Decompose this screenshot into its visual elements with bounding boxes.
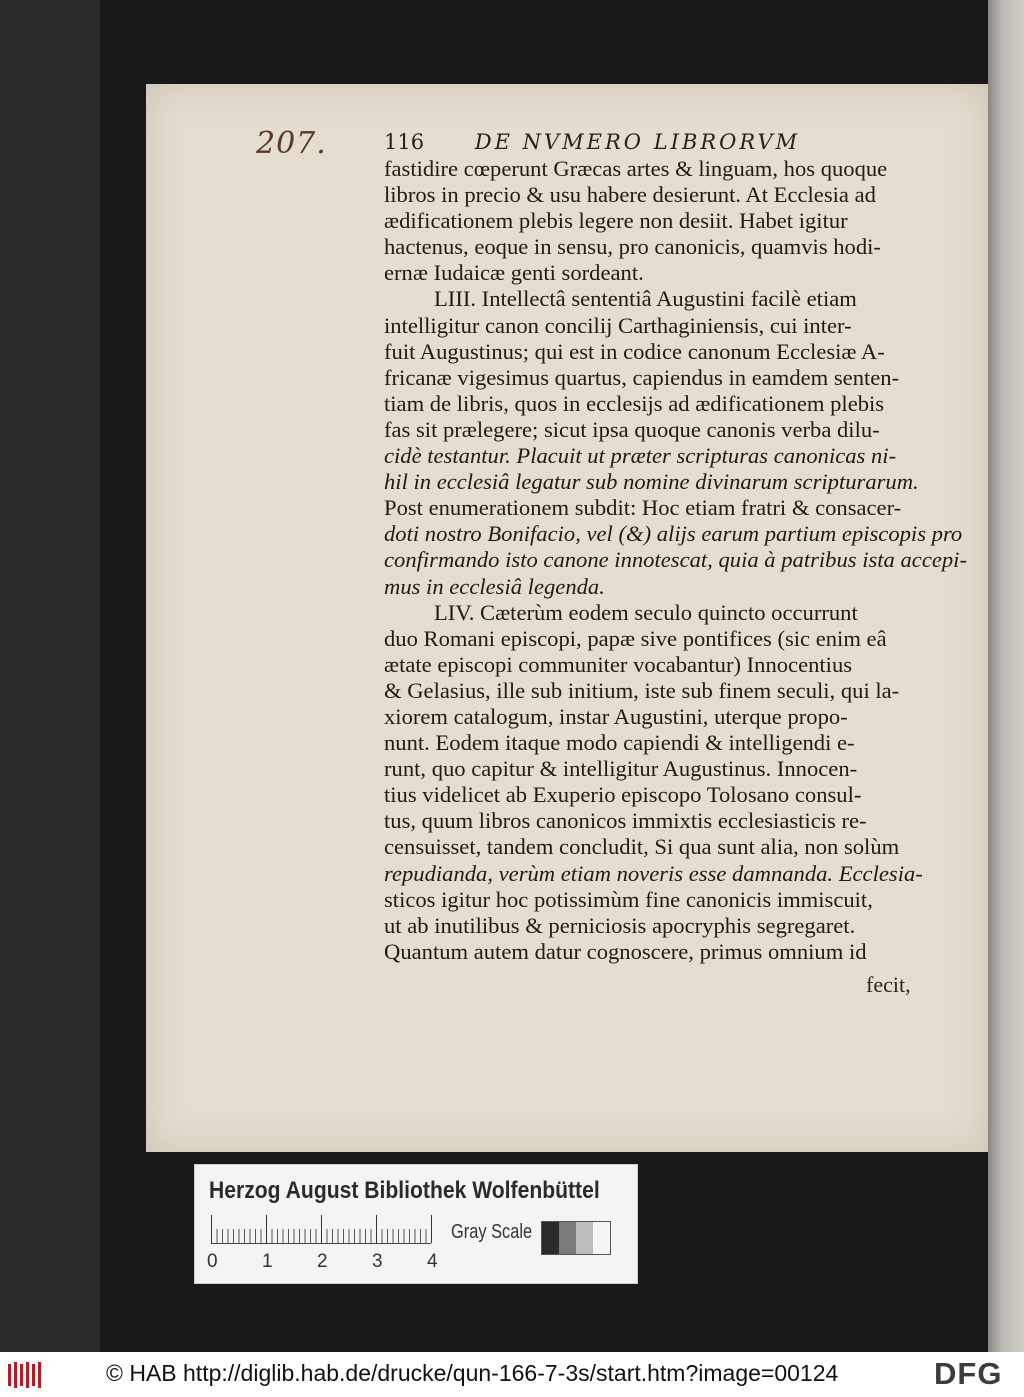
text-line: ernæ Iudaicæ genti sordeant. bbox=[384, 260, 644, 286]
text-line: ut ab inutilibus & perniciosis apocryphis segregaret. bbox=[384, 912, 856, 938]
text-line: tius videlicet ab Exuperio episcopo Tolosano consul- bbox=[384, 782, 862, 808]
ruler-number: 2 bbox=[317, 1251, 328, 1272]
gray-swatch bbox=[559, 1222, 576, 1254]
text-line: fas sit prælegere; sicut ipsa quoque canonis verba dilu- bbox=[384, 416, 880, 442]
ruler-major-tick bbox=[211, 1215, 212, 1243]
text-line: cidè testantur. Placuit ut præter scripturas canonicas ni- bbox=[384, 443, 897, 469]
text-line: libros in precio & usu habere desierunt. At Ecclesia ad bbox=[384, 182, 876, 208]
text-line: hil in ecclesiâ legatur sub nomine divinarum scripturarum. bbox=[384, 469, 919, 495]
running-title: DE NVMERO LIBRORVM bbox=[474, 130, 801, 154]
text-line: & Gelasius, ille sub initium, iste sub finem seculi, qui la- bbox=[384, 677, 900, 703]
library-color-card bbox=[194, 1164, 638, 1284]
text-line: fuit Augustinus; qui est in codice canonum Ecclesiæ A- bbox=[384, 338, 885, 364]
text-line: fricanæ vigesimus quartus, capiendus in eamdem senten- bbox=[384, 364, 900, 390]
ruler-major-tick bbox=[321, 1215, 322, 1243]
text-line: repudianda, verùm etiam noveris esse damnanda. Ecclesia- bbox=[384, 860, 923, 886]
ruler-major-tick bbox=[376, 1215, 377, 1243]
text-line: ædificationem plebis legere non desiit. Habet igitur bbox=[384, 208, 848, 234]
ruler-number: 1 bbox=[262, 1251, 273, 1272]
gray-swatch bbox=[593, 1222, 610, 1254]
handwritten-folio-number: 207. bbox=[256, 126, 327, 161]
text-line: hactenus, eoque in sensu, pro canonicis, quamvis hodi- bbox=[384, 234, 881, 260]
text-line: sticos igitur hoc potissimùm fine canonicis immiscuit, bbox=[384, 886, 873, 912]
hab-logo-icon bbox=[6, 1360, 46, 1390]
text-line: ætate episcopi communiter vocabantur) Innocentius bbox=[384, 651, 853, 677]
catchword: fecit, bbox=[866, 972, 911, 997]
page-body-text bbox=[384, 156, 967, 965]
text-line: Post enumerationem subdit: Hoc etiam fratri & consacer- bbox=[384, 495, 902, 521]
source-url[interactable]: © HAB http://diglib.hab.de/drucke/qun-166-7-3s/start.htm?image=00124 bbox=[106, 1360, 839, 1386]
scanner-left-band bbox=[0, 0, 100, 1352]
text-line: fastidire cœperunt Græcas artes & linguam, hos quoque bbox=[384, 156, 888, 181]
running-header bbox=[384, 130, 984, 154]
ruler-number: 4 bbox=[427, 1251, 438, 1272]
text-line: censuisset, tandem concludit, Si qua sunt alia, non solùm bbox=[384, 834, 900, 860]
gray-scale-swatches bbox=[541, 1221, 611, 1255]
dfg-logo: DFG bbox=[934, 1356, 1003, 1391]
gray-swatch bbox=[542, 1222, 559, 1254]
book-page bbox=[146, 84, 988, 1152]
ruler-major-tick bbox=[266, 1215, 267, 1243]
text-line: Quantum autem datur cognoscere, primus omnium id bbox=[384, 938, 867, 964]
ruler-major-tick bbox=[431, 1215, 432, 1243]
text-line: intelligitur canon concilij Carthaginiensis, cui inter- bbox=[384, 312, 852, 338]
scale-ruler bbox=[211, 1215, 431, 1244]
text-line: confirmando isto canone innotescat, quia à patribus ista accepi- bbox=[384, 547, 967, 573]
text-line: nunt. Eodem itaque modo capiendi & intelligendi e- bbox=[384, 730, 855, 756]
ruler-number: 3 bbox=[372, 1251, 383, 1272]
text-line: tus, quum libros canonicos immixtis ecclesiasticis re- bbox=[384, 808, 867, 834]
text-line: doti nostro Bonifacio, vel (&) alijs earum partium episcopis pro bbox=[384, 521, 963, 547]
text-line: LIII. Intellectâ sententiâ Augustini facilè etiam bbox=[434, 286, 857, 312]
text-line: tiam de libris, quos in ecclesijs ad ædificationem plebis bbox=[384, 390, 885, 416]
text-line: LIV. Cæterùm eodem seculo quincto occurrunt bbox=[434, 599, 858, 625]
page-number: 116 bbox=[384, 130, 425, 154]
gray-scale-label: Gray Scale bbox=[451, 1221, 533, 1243]
library-name: Herzog August Bibliothek Wolfenbüttel bbox=[209, 1177, 600, 1204]
text-line: duo Romani episcopi, papæ sive pontifices (sic enim eâ bbox=[384, 625, 887, 651]
text-line: runt, quo capitur & intelligitur Augustinus. Innocen- bbox=[384, 756, 858, 782]
ruler-number: 0 bbox=[207, 1251, 218, 1272]
text-line: xiorem catalogum, instar Augustini, uterque propo- bbox=[384, 703, 848, 729]
viewer-footer bbox=[0, 1352, 1024, 1397]
gray-swatch bbox=[576, 1222, 593, 1254]
binding-strip bbox=[988, 0, 1024, 1352]
text-line: mus in ecclesiâ legenda. bbox=[384, 573, 605, 599]
